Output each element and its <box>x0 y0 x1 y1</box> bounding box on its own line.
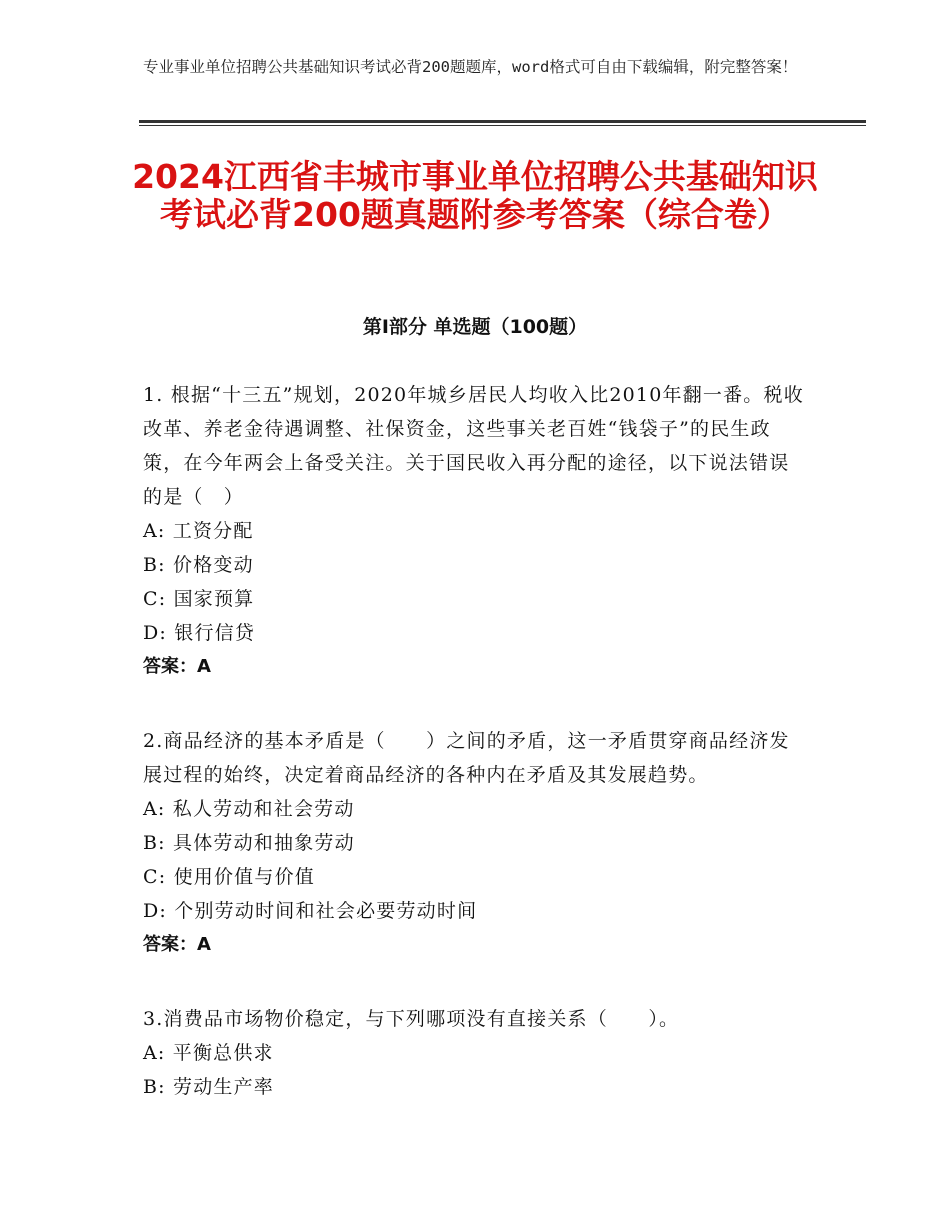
document-title: 2024江西省丰城市事业单位招聘公共基础知识考试必背200题真题附参考答案（综合卷） <box>132 157 818 234</box>
header-note: 专业事业单位招聘公共基础知识考试必背200题题库，word格式可自由下载编辑，附完整答案！ <box>143 58 798 76</box>
question-stem: 3.消费品市场物价稳定，与下列哪项没有直接关系（ ）。 <box>143 1008 680 1030</box>
answer: 答案：A <box>143 656 211 677</box>
question-3 <box>143 1002 807 1104</box>
option-b: B: 具体劳动和抽象劳动 <box>143 832 355 854</box>
header-divider-thin <box>139 125 866 126</box>
header-divider-thick <box>139 120 866 123</box>
option-d: D: 银行信贷 <box>143 622 256 644</box>
option-b: B: 劳动生产率 <box>143 1076 275 1098</box>
question-stem: 1. 根据“十三五”规划，2020年城乡居民人均收入比2010年翻一番。税收改革、养老金待遇调整、社保资金，这些事关老百姓“钱袋子”的民生政策，在今年两会上备受关注。关于国民收入再分配的途径，以下说法错误的是（ ） <box>143 384 804 508</box>
question-list <box>143 378 807 1144</box>
question-1 <box>143 378 807 684</box>
question-stem: 2.商品经济的基本矛盾是（ ）之间的矛盾，这一矛盾贯穿商品经济发展过程的始终，决定着商品经济的各种内在矛盾及其发展趋势。 <box>143 730 790 786</box>
option-a: A: 平衡总供求 <box>143 1042 274 1064</box>
option-a: A: 私人劳动和社会劳动 <box>143 798 355 820</box>
section-title: 第Ⅰ部分 单选题（100题） <box>362 316 588 338</box>
option-c: C: 国家预算 <box>143 588 255 610</box>
option-c: C: 使用价值与价值 <box>143 866 315 888</box>
question-2 <box>143 724 807 962</box>
answer: 答案：A <box>143 934 211 955</box>
option-a: A: 工资分配 <box>143 520 254 542</box>
option-b: B: 价格变动 <box>143 554 254 576</box>
option-d: D: 个别劳动时间和社会必要劳动时间 <box>143 900 478 922</box>
